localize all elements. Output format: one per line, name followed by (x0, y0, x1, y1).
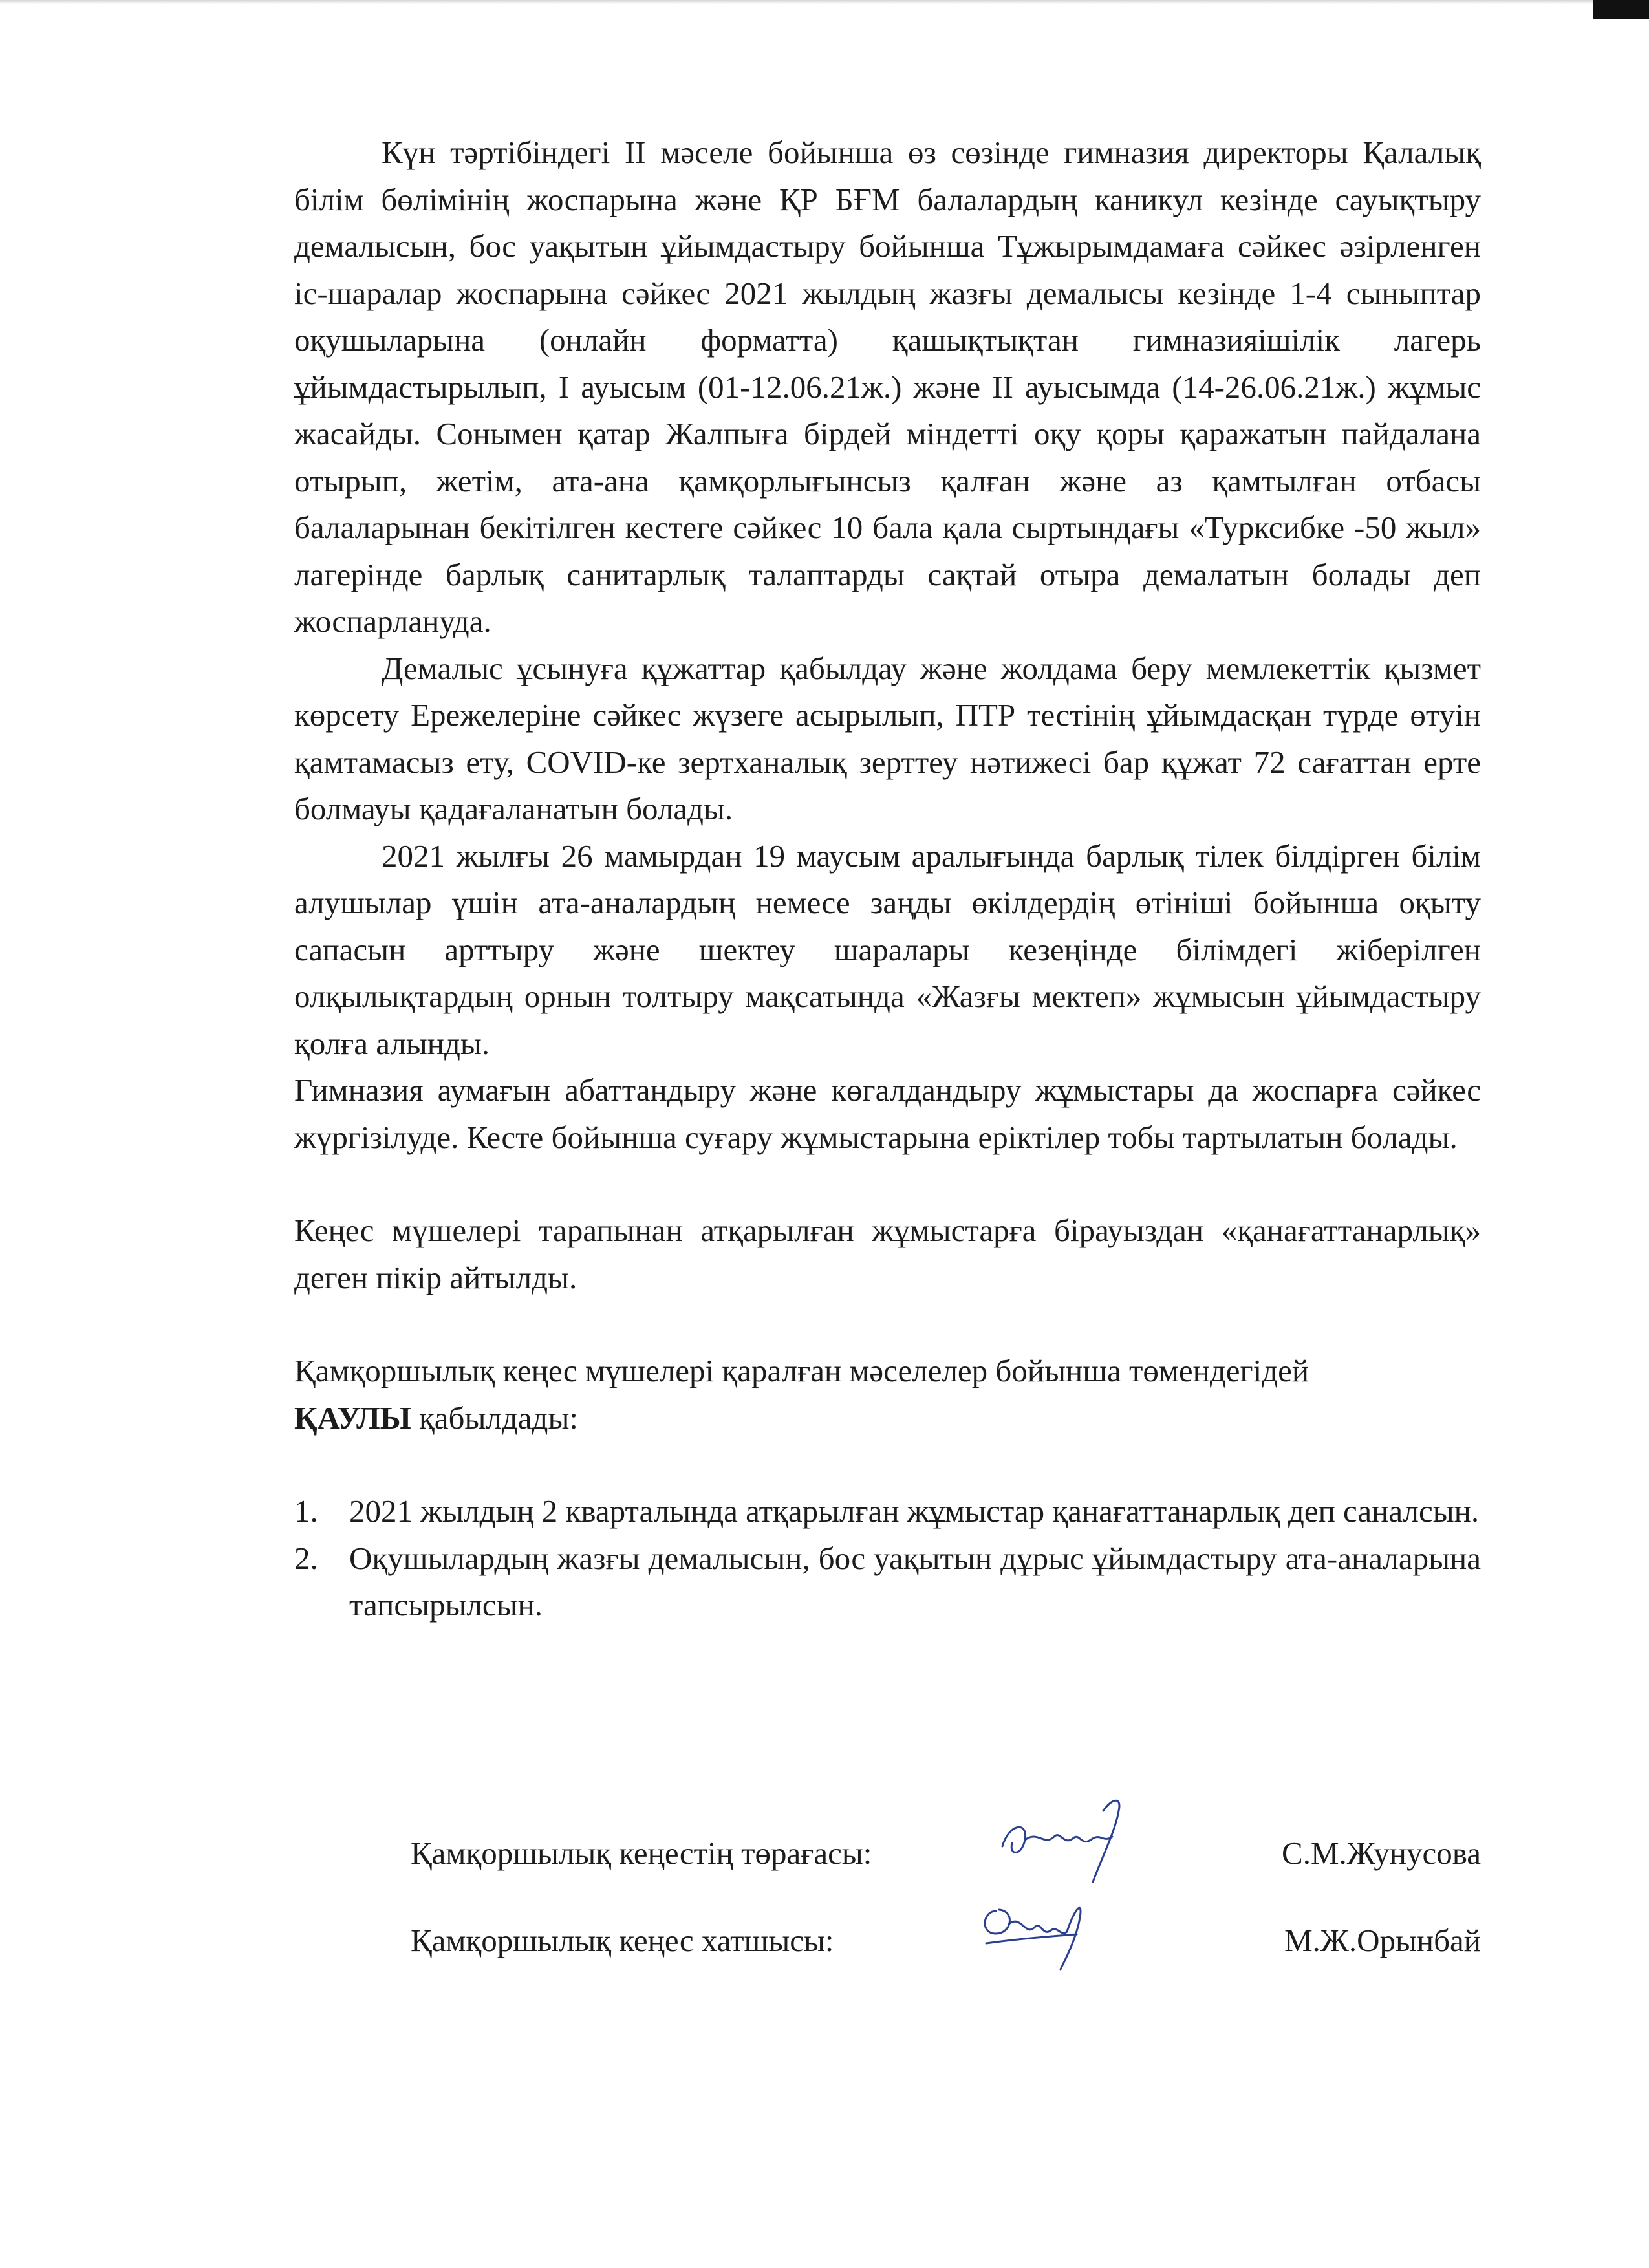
paragraph-council-opinion: Кеңес мүшелері тарапынан атқарылған жұмыстарға бірауыздан «қанағаттанарлық» деген пікір айтылды. (294, 1213, 1481, 1295)
resolution-intro (294, 1348, 1481, 1442)
paragraph-landscaping: Гимназия аумағын абаттандыру және көгалдандыру жұмыстары да жоспарға сәйкес жүргізілуде. Кесте бойынша суғару жұмыстарына еріктілер тобы тартылатын болады. (294, 1072, 1481, 1155)
resolution-verb: қабылдады: (411, 1399, 579, 1436)
chair-name: С.М.Жунусова (1282, 1835, 1481, 1871)
signature-row-chair (294, 1830, 1481, 1877)
resolution-intro-text: Қамқоршылық кеңес мүшелері қаралған мәселелер бойынша төмендегідей (294, 1353, 1310, 1388)
signature-row-secretary (294, 1917, 1481, 1964)
resolution-item (294, 1488, 1481, 1535)
resolution-keyword: ҚАУЛЫ (294, 1399, 411, 1436)
resolution-list (294, 1488, 1481, 1629)
resolution-item (294, 1535, 1481, 1629)
chair-role: Қамқоршылық кеңестің төрағасы: (411, 1835, 872, 1871)
resolution-item-text: 2021 жылдың 2 кварталында атқарылған жұмыстар қанағаттанарлық деп саналсын. (349, 1493, 1480, 1529)
secretary-role: Қамқоршылық кеңес хатшысы: (411, 1923, 834, 1958)
paragraph-summer-school: 2021 жылғы 26 мамырдан 19 маусым аралығында барлық тілек білдірген білім алушылар үшін ата-аналардың немесе заңды өкілдердің өтініші бойынша оқыту сапасын арттыру және шектеу шаралары кезеңінде білімдегі жіберілген олқылықтардың орнын толтыру мақсатында «Жазғы мектеп» жұмысын ұйымдастыру қолға алынды. (294, 837, 1481, 1061)
secretary-signature-image (970, 1872, 1099, 1976)
resolution-item-number: 1. (294, 1493, 318, 1529)
scan-edge (0, 0, 1649, 4)
scan-corner-mark (1593, 0, 1649, 19)
spacer (294, 1301, 1481, 1348)
signature-block (294, 1830, 1481, 1998)
resolution-item-number: 2. (294, 1540, 318, 1576)
document-page (294, 129, 1481, 1629)
paragraph-vacation-documents: Демалыс ұсынуға құжаттар қабылдау және жолдама беру мемлекеттік қызмет көрсету Ережелеріне сәйкес жүзеге асырылып, ПТР тестінің ұйымдасқан түрде өтуін қамтамасыз ету, COVID-ке зертханалық зерттеу нәтижесі бар құжат 72 сағаттан ерте болмауы қадағаланатын болады. (294, 650, 1481, 826)
spacer (294, 1161, 1481, 1207)
spacer (294, 1442, 1481, 1488)
resolution-item-text: Оқушылардың жазғы демалысын, бос уақытын дұрыс ұйымдастыру ата-аналарына тапсырылсын. (349, 1540, 1481, 1623)
secretary-name: М.Ж.Орынбай (1284, 1923, 1481, 1958)
paragraph-agenda-item-2: Күн тәртібіндегі ІІ мәселе бойынша өз сөзінде гимназия директоры Қалалық білім бөлімінің жоспарына және ҚР БҒМ балалардың каникул кезінде сауықтыру демалысын, бос уақытын ұйымдастыру бойынша Тұжырымдамаға сәйкес әзірленген іс-шаралар жоспарына сәйкес 2021 жылдың жазғы демалысы кезінде 1-4 сыныптар оқушыларына (онлайн форматта) қашықтықтан гимназияішілік лагерь ұйымдастырылып, І ауысым (01-12.06.21ж.) және ІІ ауысымда (14-26.06.21ж.) жұмыс жасайды. Сонымен қатар Жалпыға бірдей міндетті оқу қоры қаражатын пайдалана отырып, жетім, ата-ана қамқорлығынсыз қалған және аз қамтылған отбасы балаларынан бекітілген кестеге сәйкес 10 бала қала сыртындағы «Турксибке -50 жыл» лагерінде барлық санитарлық талаптарды сақтай отыра демалатын болады деп жоспарлануда. (294, 135, 1481, 639)
